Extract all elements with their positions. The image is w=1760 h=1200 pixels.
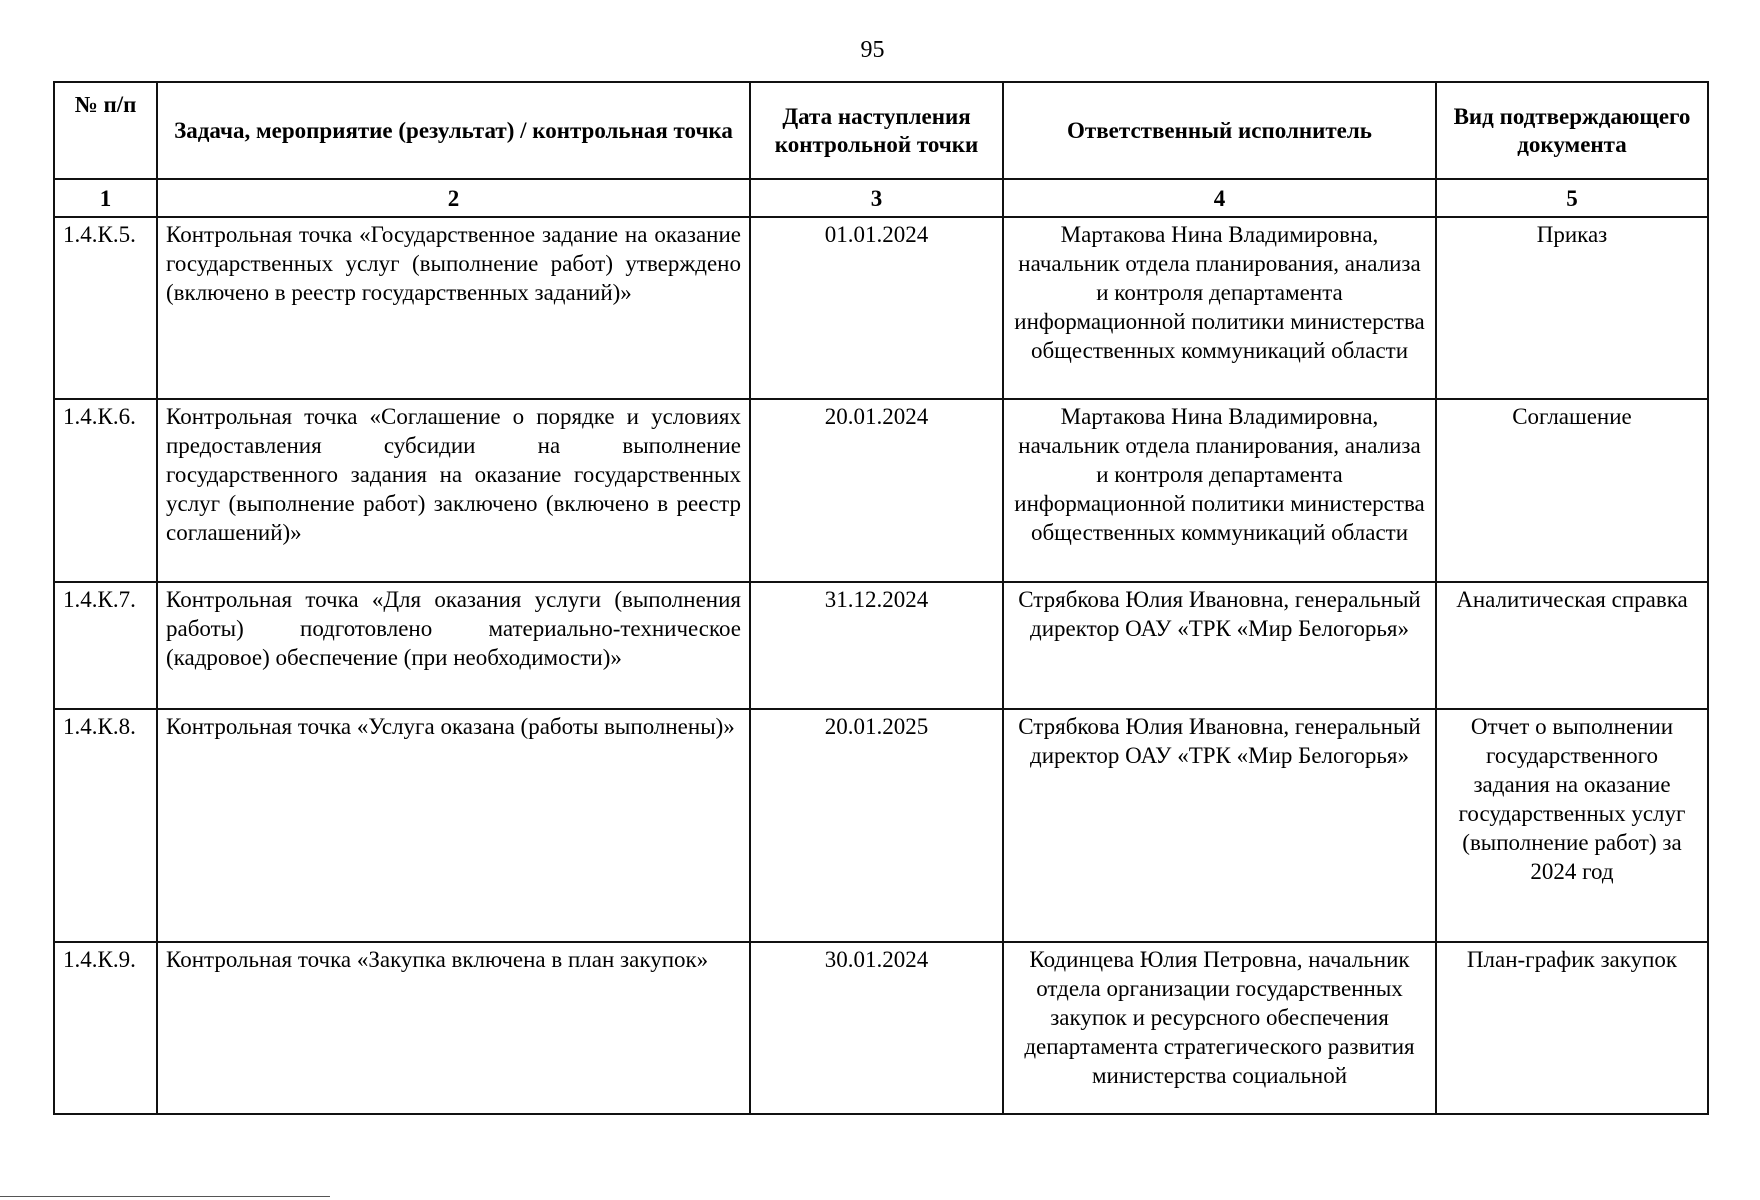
row-date: 20.01.2025 — [750, 709, 1003, 942]
row-task: Контрольная точка «Услуга оказана (работы выполнены)» — [157, 709, 750, 942]
row-task: Контрольная точка «Соглашение о порядке и условиях предоставления субсидии на выполнение государственного задания на оказание государственных услуг (выполнение работ) заключено (включено в реестр соглашений)» — [157, 399, 750, 582]
control-points-table — [53, 81, 1709, 1115]
row-number: 1.4.К.9. — [54, 942, 157, 1114]
row-number: 1.4.К.6. — [54, 399, 157, 582]
column-number: 2 — [157, 179, 750, 217]
table-row — [54, 709, 1708, 942]
table-row — [54, 582, 1708, 709]
row-number: 1.4.К.8. — [54, 709, 157, 942]
row-date: 01.01.2024 — [750, 217, 1003, 399]
row-task: Контрольная точка «Закупка включена в план закупок» — [157, 942, 750, 1114]
header-responsible: Ответственный исполнитель — [1003, 82, 1436, 179]
row-responsible: Мартакова Нина Владимировна, начальник отдела планирования, анализа и контроля департамента информационной политики министерства общественных коммуникаций области — [1003, 217, 1436, 399]
header-task: Задача, мероприятие (результат) / контрольная точка — [157, 82, 750, 179]
table-row — [54, 942, 1708, 1114]
column-numbers-row — [54, 179, 1708, 217]
page-number: 95 — [860, 37, 885, 63]
row-number: 1.4.К.5. — [54, 217, 157, 399]
row-task: Контрольная точка «Государственное задание на оказание государственных услуг (выполнение работ) утверждено (включено в реестр государственных заданий)» — [157, 217, 750, 399]
column-number: 3 — [750, 179, 1003, 217]
table-row — [54, 217, 1708, 399]
column-number: 1 — [54, 179, 157, 217]
row-responsible: Кодинцева Юлия Петровна, начальник отдела организации государственных закупок и ресурсного обеспечения департамента стратегического развития министерства социальной — [1003, 942, 1436, 1114]
row-document: Отчет о выполнении государственного задания на оказание государственных услуг (выполнение работ) за 2024 год — [1436, 709, 1708, 942]
row-task: Контрольная точка «Для оказания услуги (выполнения работы) подготовлено материально-техническое (кадровое) обеспечение (при необходимости)» — [157, 582, 750, 709]
column-number: 5 — [1436, 179, 1708, 217]
row-number: 1.4.К.7. — [54, 582, 157, 709]
row-responsible: Мартакова Нина Владимировна, начальник отдела планирования, анализа и контроля департамента информационной политики министерства общественных коммуникаций области — [1003, 399, 1436, 582]
row-document: План-график закупок — [1436, 942, 1708, 1114]
table-header-row — [54, 82, 1708, 179]
table-row — [54, 399, 1708, 582]
row-date: 20.01.2024 — [750, 399, 1003, 582]
row-date: 31.12.2024 — [750, 582, 1003, 709]
row-responsible: Стрябкова Юлия Ивановна, генеральный директор ОАУ «ТРК «Мир Белогорья» — [1003, 709, 1436, 942]
row-responsible: Стрябкова Юлия Ивановна, генеральный директор ОАУ «ТРК «Мир Белогорья» — [1003, 582, 1436, 709]
header-document: Вид подтверждающего документа — [1436, 82, 1708, 179]
row-document: Аналитическая справка — [1436, 582, 1708, 709]
column-number: 4 — [1003, 179, 1436, 217]
row-document: Соглашение — [1436, 399, 1708, 582]
row-document: Приказ — [1436, 217, 1708, 399]
header-number: № п/п — [54, 82, 157, 179]
header-date: Дата наступления контрольной точки — [750, 82, 1003, 179]
footer-divider — [0, 1196, 330, 1197]
row-date: 30.01.2024 — [750, 942, 1003, 1114]
